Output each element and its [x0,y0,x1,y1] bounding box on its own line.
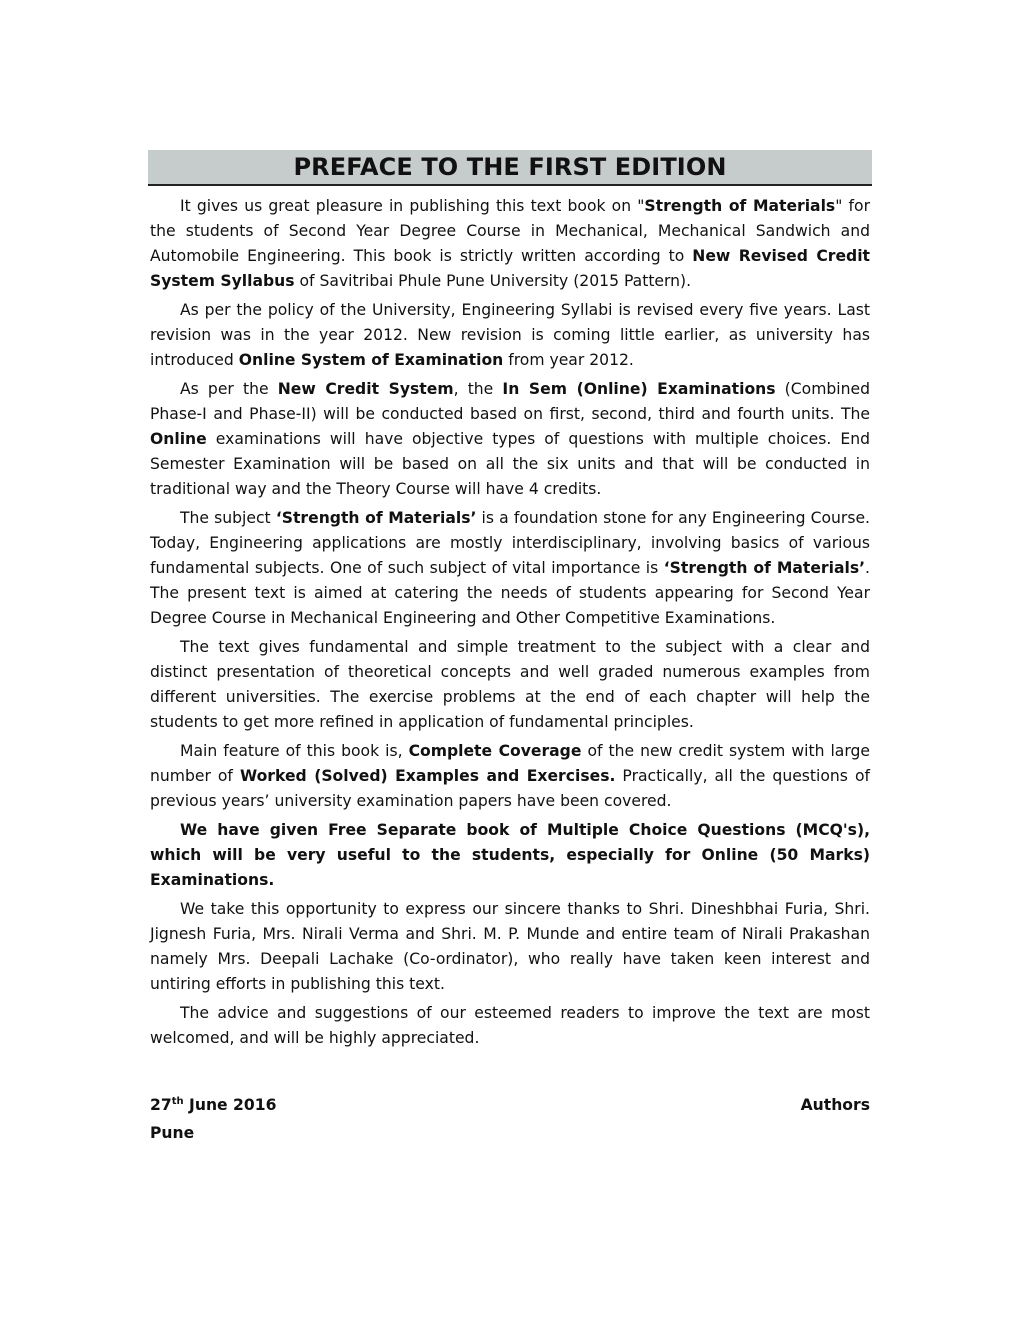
title-banner [148,150,872,186]
body-text: , the [453,380,503,398]
body-text: As per the policy of the University, Engineering Syllabi is revised every five years. Last revision was in the year 2012. New revision is coming little earlier, as university has introduced [150,301,870,369]
body-text: We take this opportunity to express our sincere thanks to Shri. Dineshbhai Furia, Shri. Jignesh Furia, Mrs. Nirali Verma and Shri. M. P. Munde and entire team of Nirali Prakashan namely Mrs. Deepali Lachake (Co-ordinator), who really have taken keen interest and untiring efforts in publishing this text. [150,900,870,993]
body-text: The advice and suggestions of our esteemed readers to improve the text are most welcomed, and will be highly appreciated. [150,1004,870,1047]
body-text: It gives us great pleasure in publishing this text book on " [180,197,645,215]
body-text: (Combined Phase-I and Phase-II) will be conducted based on first, second, third and fourth units. The [150,380,870,423]
body-text: of the new credit system with large number of [150,742,870,785]
paragraph-9 [150,1001,870,1051]
body-text: The text gives fundamental and simple treatment to the subject with a clear and distinct presentation of theoretical concepts and well graded numerous examples from different universities. The exercise problems at the end of each chapter will help the students to get more refined in application of fundamental principles. [150,638,870,731]
body-text: of Savitribai Phule Pune University (2015 Pattern). [294,272,692,290]
bold-text: We have given Free Separate book of Multiple Choice Questions (MCQ's), which will be very useful to the students, especially for Online (50 Marks) Examinations. [150,821,870,889]
date-day: 27 [150,1096,172,1114]
signature-row [150,1091,870,1119]
preface-body [148,194,872,1147]
body-text: from year 2012. [503,351,634,369]
body-text: Practically, all the questions of previous years’ university examination papers have been covered. [150,767,870,810]
body-text: The subject [180,509,276,527]
signature-authors: Authors [800,1096,870,1114]
paragraph-5 [150,635,870,735]
bold-text: ‘Strength of Materials’ [275,509,477,527]
bold-text: Online System of Examination [238,351,504,369]
preface-page [148,150,872,1147]
bold-text: Worked (Solved) Examples and Exercises. [239,767,616,785]
signature-date [150,1091,276,1119]
bold-text: Strength of Materials [644,197,836,215]
bold-text: New Revised Credit System Syllabus [150,247,870,290]
paragraph-4 [150,506,870,631]
body-text: Main feature of this book is, [180,742,409,760]
date-suffix: th [171,1095,184,1107]
paragraph-6 [150,739,870,814]
paragraph-3 [150,377,870,502]
body-text: As per the [180,380,278,398]
body-text: examinations will have objective types of questions with multiple choices. End Semester Examination will be based on all the six units and that will be conducted in traditional way and the Theory Course will have 4 credits. [150,430,870,498]
signature-place: Pune [150,1124,195,1142]
paragraph-1 [150,194,870,294]
bold-text: Complete Coverage [408,742,582,760]
body-text: " for the students of Second Year Degree Course in Mechanical, Mechanical Sandwich and Automobile Engineering. This book is strictly written according to [150,197,870,265]
bold-text: ‘Strength of Materials’ [663,559,866,577]
paragraph-2 [150,298,870,373]
body-text: is a foundation stone for any Engineering Course. Today, Engineering applications are mostly interdisciplinary, involving basics of various fundamental subjects. One of such subject of vital importance is [150,509,871,577]
paragraph-8 [150,897,870,997]
paragraph-7 [150,818,870,893]
page-title: PREFACE TO THE FIRST EDITION [293,153,727,181]
bold-text: New Credit System [277,380,454,398]
date-rest: June 2016 [183,1096,277,1114]
body-text: . The present text is aimed at catering the needs of students appearing for Second Year Degree Course in Mechanical Engineering and Other Competitive Examinations. [150,559,870,627]
bold-text: In Sem (Online) Examinations [502,380,776,398]
bold-text: Online [150,430,207,448]
